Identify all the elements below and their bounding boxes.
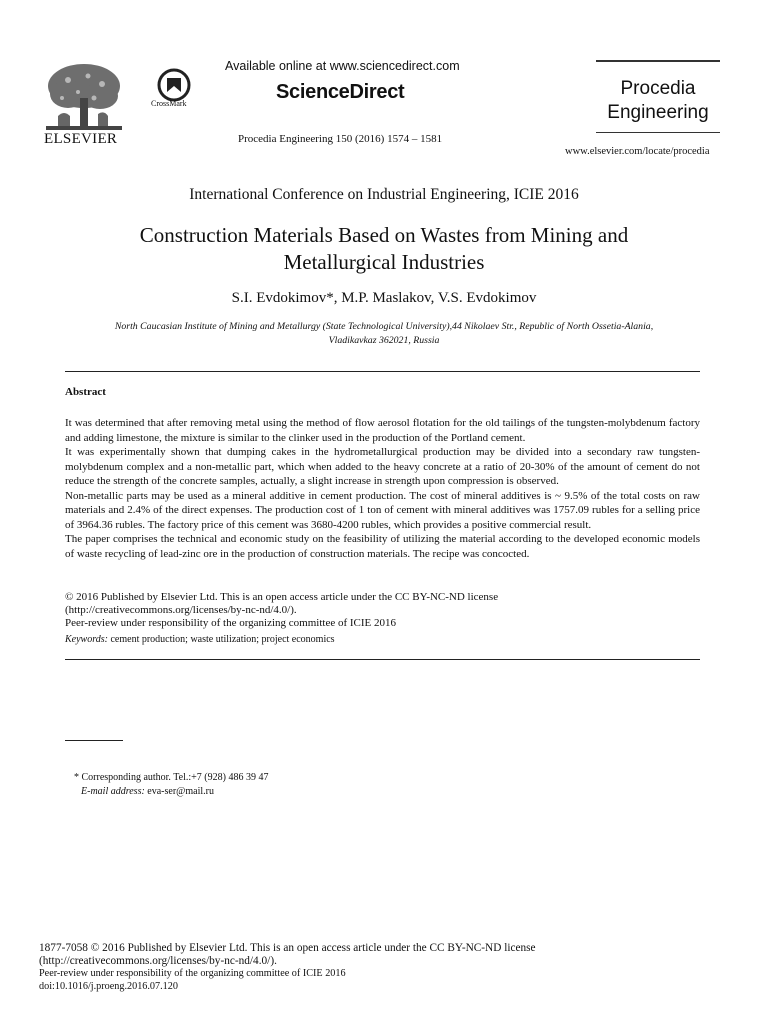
journal-citation: Procedia Engineering 150 (2016) 1574 – 1581 bbox=[238, 133, 443, 145]
corresponding-author-note: * Corresponding author. Tel.:+7 (928) 486 39 47 bbox=[74, 772, 269, 783]
page-footer bbox=[39, 942, 719, 993]
paper-title-line2: Metallurgical Industries bbox=[283, 250, 485, 274]
paper-title-line1: Construction Materials Based on Wastes from Mining and bbox=[139, 223, 629, 247]
conference-name: International Conference on Industrial Engineering, ICIE 2016 bbox=[189, 186, 579, 203]
peer-review-note: Peer-review under responsibility of the organizing committee of ICIE 2016 bbox=[65, 617, 397, 629]
journal-name bbox=[596, 77, 720, 125]
footer-doi[interactable]: doi:10.1016/j.proeng.2016.07.120 bbox=[39, 980, 178, 992]
keywords-list: cement production; waste utilization; project economics bbox=[110, 634, 335, 645]
journal-name-line2: Engineering bbox=[607, 102, 709, 123]
author-list: S.I. Evdokimov*, M.P. Maslakov, V.S. Evdokimov bbox=[231, 290, 537, 306]
paper-title bbox=[60, 222, 708, 276]
footer-peer-review: Peer-review under responsibility of the organizing committee of ICIE 2016 bbox=[39, 968, 346, 979]
journal-box-bottom-rule bbox=[596, 132, 720, 133]
keywords bbox=[65, 634, 335, 645]
email-label: E-mail address: bbox=[81, 786, 145, 797]
license-link[interactable]: (http://creativecommons.org/licenses/by-nc-nd/4.0/). bbox=[65, 604, 297, 616]
journal-name-line1: Procedia bbox=[620, 78, 696, 99]
email-address-link[interactable]: eva-ser@mail.ru bbox=[147, 786, 214, 797]
journal-url-link[interactable]: www.elsevier.com/locate/procedia bbox=[565, 146, 710, 157]
footnote-rule bbox=[65, 740, 123, 741]
abstract-bottom-rule bbox=[65, 659, 700, 660]
license-line: © 2016 Published by Elsevier Ltd. This is an open access article under the CC BY-NC-ND license bbox=[65, 591, 499, 603]
abstract-paragraph: It was determined that after removing metal using the method of flow aerosol flotation for the old tailings of the tungsten-molybdenum factory and adding limestone, the mixture is similar to the clinker used in the production of the Portland cement. bbox=[65, 417, 700, 444]
email-note bbox=[81, 786, 214, 797]
abstract-paragraph: Non-metallic parts may be used as a mineral additive in cement production. The cost of mineral additives is ~ 9.5% of the total costs on raw materials and 2.4% of the direct expenses. The production cost of 1 ton of cement with mineral additives was 1757.09 rubles for a selling price of 3964.36 rubles. The factory price of this cement was 3680-4200 rubles, which provides a positive commercial result. bbox=[65, 489, 700, 531]
affiliation bbox=[70, 320, 698, 347]
keywords-label: Keywords: bbox=[65, 634, 108, 645]
journal-box-top-rule bbox=[596, 60, 720, 62]
footer-issn-line: 1877-7058 © 2016 Published by Elsevier Ltd. This is an open access article under the CC BY-NC-ND license bbox=[39, 942, 536, 954]
elsevier-wordmark: ELSEVIER bbox=[44, 131, 118, 147]
abstract-paragraph: It was experimentally shown that dumping cakes in the hydrometallurgical production may be divided into a secondary raw tungsten-molybdenum complex and a non-metallic part, which when added to the heavy concrete at a ratio of 20-30% of the amount of cement do not reduce the strength of the concrete samples, actually, a slight increase in strength upon compression is observed. bbox=[65, 446, 700, 487]
crossmark-label: CrossMark bbox=[151, 99, 187, 108]
affiliation-line1: North Caucasian Institute of Mining and Metallurgy (State Technological University),44 Nikolaev Str., Republic of North Ossetia-Alania, bbox=[114, 321, 654, 332]
available-online-text: Available online at www.sciencedirect.com bbox=[225, 59, 460, 73]
license-notice bbox=[65, 591, 700, 630]
affiliation-line2: Vladikavkaz 362021, Russia bbox=[328, 334, 440, 346]
abstract-heading: Abstract bbox=[65, 386, 106, 398]
abstract-top-rule bbox=[65, 371, 700, 372]
footer-license-link[interactable]: (http://creativecommons.org/licenses/by-nc-nd/4.0/). bbox=[39, 955, 277, 967]
sciencedirect-logo[interactable]: ScienceDirect bbox=[276, 81, 405, 103]
abstract-paragraph: The paper comprises the technical and economic study on the feasibility of utilizing the material according to the developed economic models of waste recycling of lead-zinc ore in the production of construction materials. The recipe was concocted. bbox=[65, 533, 700, 560]
abstract-body bbox=[65, 416, 700, 561]
